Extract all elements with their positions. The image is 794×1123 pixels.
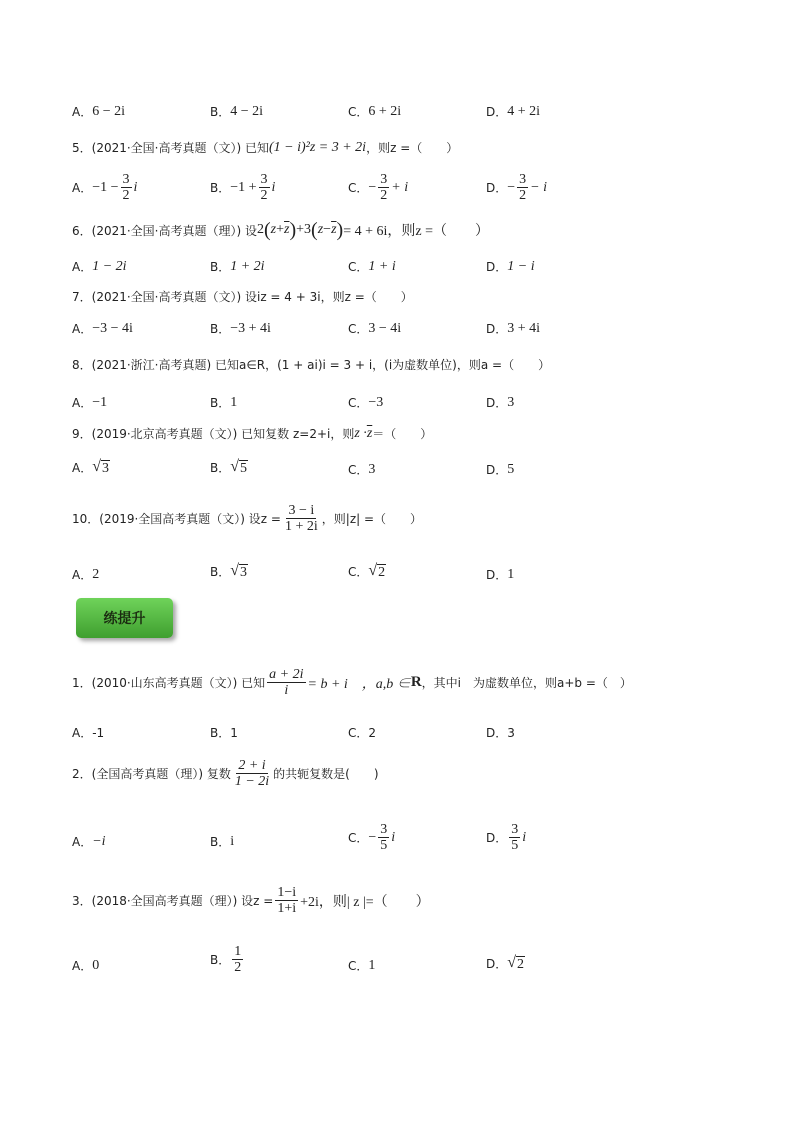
q5-option-c: C． − $\frac{3}{2}$ + i (348, 172, 409, 203)
p3-option-a: A． 0 (72, 957, 100, 973)
q10-option-d: D． 1 (486, 566, 515, 582)
q9-option-a: A． √ 3 (72, 458, 109, 476)
q8-option-b: B． 1 (210, 394, 238, 410)
p2-option-d: D． $\frac{3}{5}$ i (486, 822, 527, 853)
q7-option-d: D． 3 + 4i (486, 320, 541, 336)
q8-option-c: C． −3 (348, 394, 384, 410)
p3-stem: 3．(2018·全国高考真题（理）) 设z = $\frac{1-i}{1+i}$ +2i，则| z |=（ ） (72, 885, 430, 916)
q7-option-c: C． 3 − 4i (348, 320, 402, 336)
q9-stem: 9．(2019·北京高考真题（文）) 已知复数 z=2+i，则 z · $\overline{z}$ ＝（ ） (72, 425, 433, 441)
p3-option-d: D． √ 2 (486, 954, 525, 972)
q8-stem: 8．(2021·浙江·高考真题) 已知a∈R，(1 + ai)i = 3 + i，(i为虚数单位)，则a =（ ） (72, 358, 551, 372)
p2-stem: 2．(全国高考真题（理）) 复数 $\frac{2 + i}{1 - 2i}$ 的共轭复数是( ) (72, 758, 379, 789)
p1-stem: 1．(2010·山东高考真题（文）) 已知 $\frac{a + 2i}{i}$ = b + i ，a,b ∈ R ，其中i 为虚数单位，则a+b =（ ） (72, 667, 632, 698)
q5-option-b: B． −1 + $\frac{3}{2}$ i (210, 172, 276, 203)
p3-option-c: C． 1 (348, 957, 376, 973)
q5-stem: 5．(2021·全国·高考真题（文）) 已知 (1 − i)²z = 3 + 2i ，则z =（ ） (72, 139, 459, 155)
q9-option-b: B． √ 5 (210, 458, 248, 476)
q4-option-d: D． 4 + 2i (486, 103, 541, 119)
q6-stem: 6．(2021·全国·高考真题（理）) 设 2 ( z + $\overline{z}$ ) + 3 ( z − $\overline{z}$ ) = 4 + 6i，则z =（ ） (72, 219, 489, 241)
q6-option-c: C． 1 + i (348, 258, 396, 274)
q9-option-c: C． 3 (348, 461, 376, 477)
p1-option-b: B． 1 (210, 725, 238, 740)
p1-option-a: A． -1 (72, 725, 105, 740)
q7-option-b: B． −3 + 4i (210, 320, 271, 336)
section-badge: 练提升 (76, 598, 173, 638)
q10-option-a: A． 2 (72, 566, 100, 582)
q7-option-a: A． −3 − 4i (72, 320, 133, 336)
q9-option-d: D． 5 (486, 461, 515, 477)
q10-stem: 10．(2019·全国高考真题（文）) 设z = $\frac{3 - i}{1 + 2i}$ ，则|z| =（ ） (72, 503, 423, 534)
q7-stem: 7．(2021·全国·高考真题（文）) 设iz = 4 + 3i，则z =（ ） (72, 290, 413, 304)
q4-option-c: C． 6 + 2i (348, 103, 402, 119)
q8-option-a: A． −1 (72, 394, 108, 410)
q10-option-c: C． √ 2 (348, 562, 386, 580)
q10-option-b: B． √ 3 (210, 562, 248, 580)
q6-option-d: D． 1 − i (486, 258, 535, 274)
q8-option-d: D． 3 (486, 394, 515, 410)
q5-option-a: A． −1 − $\frac{3}{2}$ i (72, 172, 138, 203)
p2-option-a: A． −i (72, 833, 106, 849)
p3-option-b: B． $\frac{1}{2}$ (210, 944, 242, 975)
q5-option-d: D． − $\frac{3}{2}$ − i (486, 172, 547, 203)
q4-option-a: A． 6 − 2i (72, 103, 126, 119)
p1-option-d: D． 3 (486, 725, 515, 740)
q4-option-b: B． 4 − 2i (210, 103, 264, 119)
p1-option-c: C． 2 (348, 725, 377, 740)
p2-option-b: B． i (210, 833, 235, 849)
q6-option-a: A． 1 − 2i (72, 258, 127, 274)
p2-option-c: C． − $\frac{3}{5}$ i (348, 822, 396, 853)
q6-option-b: B． 1 + 2i (210, 258, 265, 274)
